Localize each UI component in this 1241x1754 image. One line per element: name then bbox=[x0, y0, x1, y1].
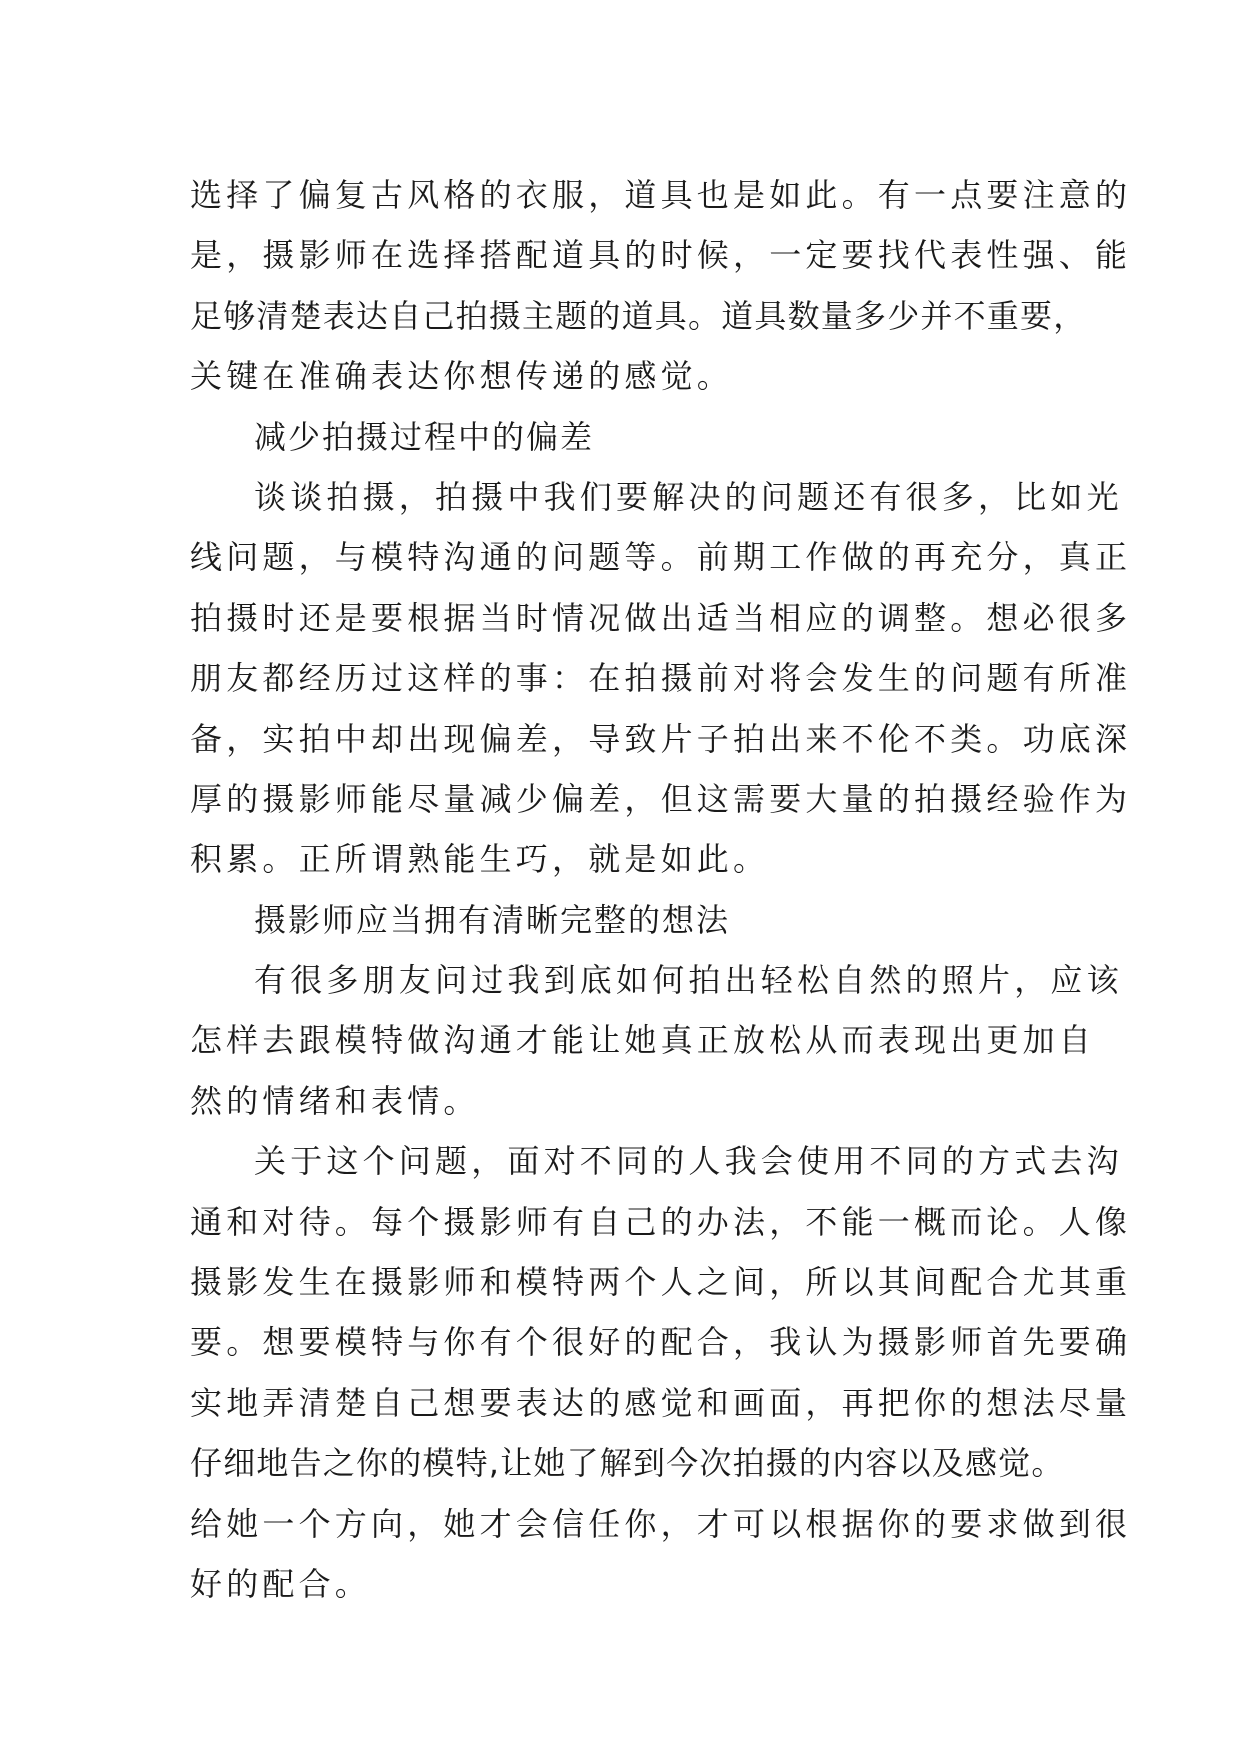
paragraph-line: 备，实拍中却出现偏差，导致片子拍出来不伦不类。功底深 bbox=[190, 719, 1132, 758]
paragraph-line: 谈谈拍摄，拍摄中我们要解决的问题还有很多，比如光 bbox=[254, 477, 1123, 516]
paragraph-line: 实地弄清楚自己想要表达的感觉和画面，再把你的想法尽量 bbox=[190, 1383, 1132, 1422]
paragraph-line: 积累。正所谓熟能生巧，就是如此。 bbox=[190, 840, 770, 879]
paragraph-line: 有很多朋友问过我到底如何拍出轻松自然的照片，应该 bbox=[254, 961, 1123, 1000]
paragraph-line: 要。想要模特与你有个很好的配合，我认为摄影师首先要确 bbox=[190, 1323, 1132, 1362]
paragraph-line: 拍摄时还是要根据当时情况做出适当相应的调整。想必很多 bbox=[190, 598, 1132, 637]
paragraph-line: 选择了偏复古风格的衣服，道具也是如此。有一点要注意的 bbox=[190, 176, 1132, 214]
paragraph-line: 足够清楚表达自己拍摄主题的道具。道具数量多少并不重要， bbox=[190, 296, 1087, 335]
paragraph-line: 摄影发生在摄影师和模特两个人之间，所以其间配合尤其重 bbox=[190, 1263, 1132, 1302]
paragraph-line: 是，摄影师在选择搭配道具的时候，一定要找代表性强、能 bbox=[190, 236, 1132, 275]
document-body bbox=[190, 165, 1132, 1614]
section-heading: 摄影师应当拥有清晰完整的想法 bbox=[254, 900, 731, 939]
paragraph-line: 然的情绪和表情。 bbox=[190, 1081, 480, 1120]
section-heading: 减少拍摄过程中的偏差 bbox=[254, 417, 595, 456]
paragraph-line: 线问题，与模特沟通的问题等。前期工作做的再充分，真正 bbox=[190, 538, 1132, 577]
paragraph-line: 好的配合。 bbox=[190, 1564, 372, 1603]
paragraph-line: 仔细地告之你的模特,让她了解到今次拍摄的内容以及感觉。 bbox=[190, 1444, 1065, 1483]
paragraph-line: 关于这个问题，面对不同的人我会使用不同的方式去沟 bbox=[254, 1142, 1123, 1181]
paragraph-line: 通和对待。每个摄影师有自己的办法，不能一概而论。人像 bbox=[190, 1202, 1132, 1241]
paragraph-line: 怎样去跟模特做沟通才能让她真正放松从而表现出更加自 bbox=[190, 1021, 1096, 1060]
paragraph-line: 给她一个方向，她才会信任你，才可以根据你的要求做到很 bbox=[190, 1504, 1132, 1543]
paragraph-line: 关键在准确表达你想传递的感觉。 bbox=[190, 357, 734, 396]
paragraph-line: 朋友都经历过这样的事：在拍摄前对将会发生的问题有所准 bbox=[190, 659, 1132, 698]
paragraph-line: 厚的摄影师能尽量减少偏差，但这需要大量的拍摄经验作为 bbox=[190, 779, 1132, 818]
